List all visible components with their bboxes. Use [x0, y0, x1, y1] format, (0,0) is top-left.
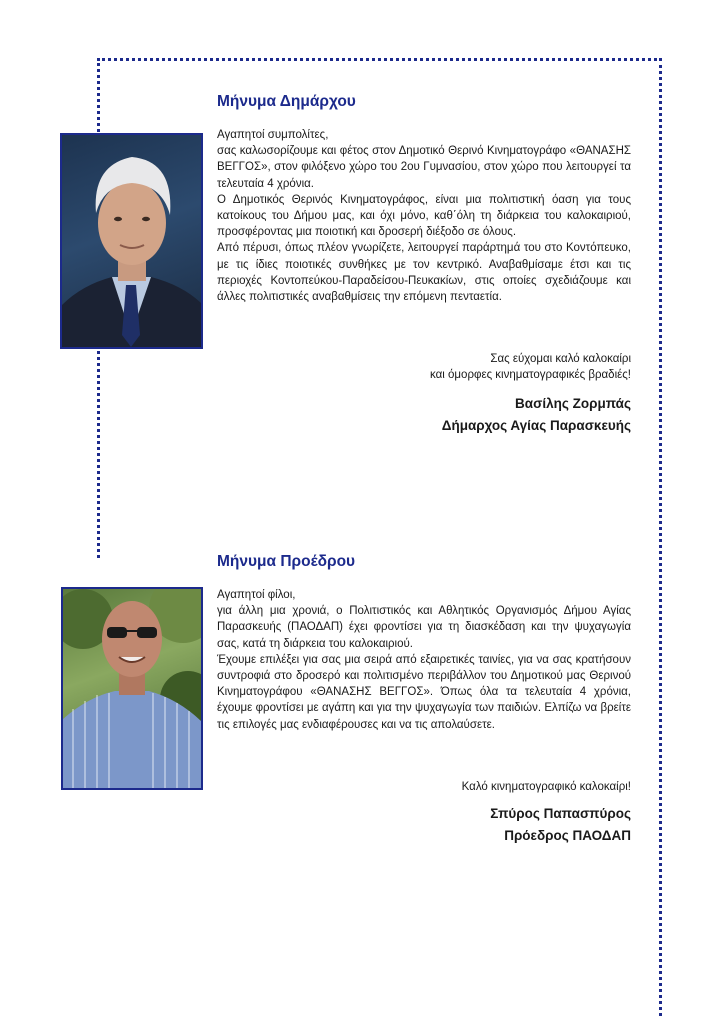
president-signature-role: Πρόεδρος ΠΑΟΔΑΠ: [504, 828, 631, 843]
mayor-paragraph: Από πέρυσι, όπως πλέον γνωρίζετε, λειτουργεί παράρτημά του στο Κοντόπευκο, με τις ίδιες ποιοτικές συνθήκες με τον κεντρικό. Αναβαθμίσαμε έτσι και τις περιοχές Κοντοπεύκου-Παραδείσου-Πευκακίων, στις οποίες σχεδιάζουμε και άλλες πολιτιστικές αναβαθμίσεις την επόμενη πενταετία.: [217, 242, 631, 304]
president-signature-name: Σπύρος Παπασπύρος: [490, 806, 631, 821]
dotted-frame-top: [97, 58, 662, 61]
mayor-closing-line: και όμορφες κινηματογραφικές βραδιές!: [430, 369, 631, 382]
mayor-paragraph: Αγαπητοί συμπολίτες,: [217, 129, 329, 141]
president-paragraph: Έχουμε επιλέξει για σας μια σειρά από εξαιρετικές ταινίες, για να σας κρατήσουν συντροφιά στο δροσερό και πολιτισμένο περιβάλλον του Δημοτικού μας Θερινού Κινηματογράφου «ΘΑΝΑΣΗΣ ΒΕΓΓΟΣ». Όπως όλα τα τελευταία 4 χρόνια, έχουμε φροντίσει με αγάπη και για την ψυχαγωγία των παιδιών. Ελπίζω να βρείτε τις επιλογές μας ενδιαφέρουσες και να τις απολαύσετε.: [217, 653, 631, 731]
mayor-closing: [217, 351, 631, 383]
president-paragraph: Αγαπητοί φίλοι,: [217, 589, 296, 601]
mayor-photo: [60, 133, 203, 349]
dotted-frame-right: [659, 58, 662, 1016]
president-paragraph: για άλλη μια χρονιά, ο Πολιτιστικός και Αθλητικός Οργανισμός Δήμου Αγίας Παρασκευής (ΠΑΟΔΑΠ) έχει φροντίσει για τη διασκέδαση και την ψυχαγωγία σας, κατά τη διάρκεια του καλοκαιριού.: [217, 605, 631, 650]
president-message-title: Μήνυμα Προέδρου: [217, 553, 356, 570]
mayor-message-title: Μήνυμα Δημάρχου: [217, 93, 356, 110]
mayor-portrait-illustration: [62, 135, 201, 347]
mayor-signature: [217, 393, 631, 437]
mayor-paragraph: σας καλωσορίζουμε και φέτος στον Δημοτικό Θερινό Κινηματογράφο «ΘΑΝΑΣΗΣ ΒΕΓΓΟΣ», στον φιλόξενο χώρο του 2ου Γυμνασίου, στον χώρο που λειτουργεί τα τελευταία 4 χρόνια.: [217, 145, 631, 190]
mayor-closing-line: Σας εύχομαι καλό καλοκαίρι: [490, 353, 631, 365]
president-photo: [61, 587, 203, 790]
president-closing-line: Καλό κινηματογραφικό καλοκαίρι!: [461, 781, 631, 793]
mayor-paragraph: Ο Δημοτικός Θερινός Κινηματογράφος, είναι μια πολιτιστική όαση για τους κατοίκους του Δήμου μας, και όχι μόνο, καθ΄όλη τη διάρκεια του καλοκαιριού, προσφέροντας μια ποιοτική και δροσερή διέξοδο σε όλους.: [217, 193, 631, 239]
president-message-body: [217, 587, 631, 733]
president-portrait-illustration: [63, 589, 201, 788]
mayor-signature-name: Βασίλης Ζορμπάς: [515, 396, 631, 411]
president-signature: [217, 803, 631, 847]
mayor-signature-role: Δήμαρχος Αγίας Παρασκευής: [441, 418, 631, 433]
mayor-message-body: [217, 127, 631, 305]
president-closing: [217, 779, 631, 795]
